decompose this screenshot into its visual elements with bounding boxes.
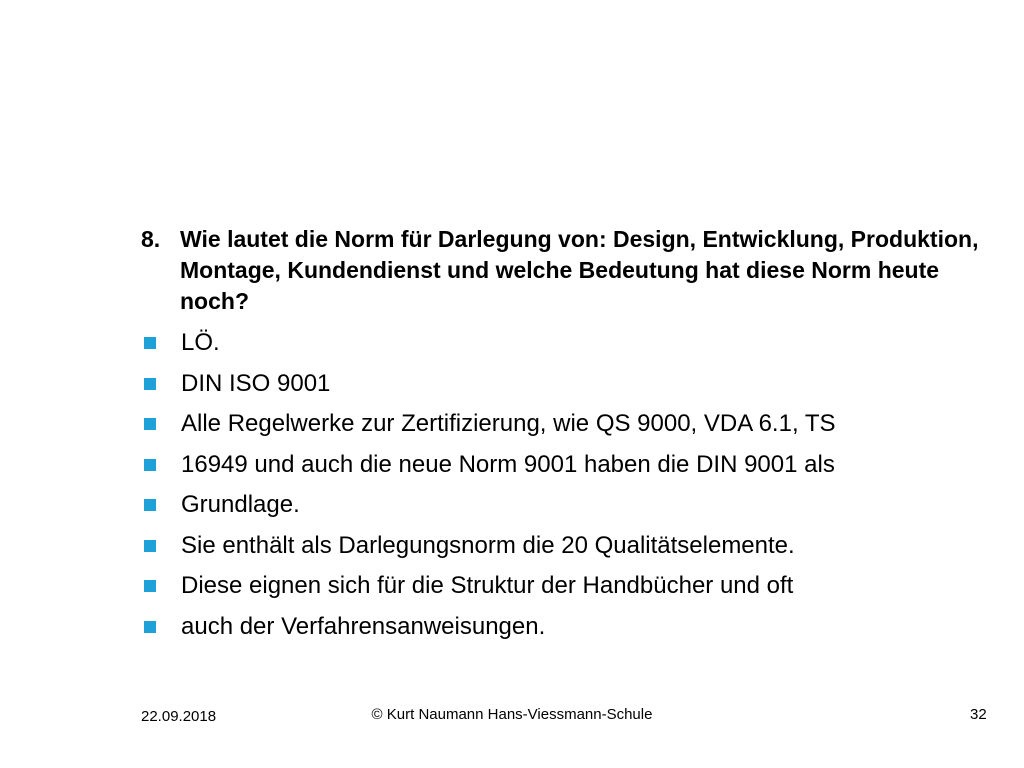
bullet-text: auch der Verfahrensanweisungen. [181, 612, 546, 640]
question-number: 8. [141, 226, 161, 252]
bullet-item [141, 485, 981, 526]
bullet-item [141, 566, 981, 607]
bullet-item [141, 445, 981, 486]
footer-copyright: © Kurt Naumann Hans-Viessmann-Schule [371, 706, 653, 723]
footer-page-number: 32 [970, 706, 987, 723]
bullet-text: LÖ. [181, 329, 220, 357]
square-bullet-icon [144, 580, 156, 592]
bullet-text: DIN ISO 9001 [181, 369, 331, 397]
bullet-text: Alle Regelwerke zur Zertifizierung, wie QS 9000, VDA 6.1, TS [181, 410, 836, 438]
question-heading [141, 224, 981, 317]
square-bullet-icon [144, 459, 156, 471]
question-text: Wie lautet die Norm für Darlegung von: Design, Entwicklung, Produktion, Montage, Kundendienst und welche Bedeutung hat diese Norm heute noch? [180, 226, 979, 314]
bullet-text: Diese eignen sich für die Struktur der Handbücher und oft [181, 572, 794, 600]
square-bullet-icon [144, 378, 156, 390]
slide-content [141, 224, 981, 647]
bullet-text: Sie enthält als Darlegungsnorm die 20 Qualitätselemente. [181, 531, 795, 559]
bullet-item [141, 526, 981, 567]
bullet-text: 16949 und auch die neue Norm 9001 haben die DIN 9001 als [181, 450, 835, 478]
square-bullet-icon [144, 337, 156, 349]
bullet-item [141, 364, 981, 405]
bullet-item [141, 607, 981, 648]
bullet-item [141, 404, 981, 445]
answer-bullet-list [141, 323, 981, 647]
square-bullet-icon [144, 540, 156, 552]
bullet-item [141, 323, 981, 364]
footer-date: 22.09.2018 [141, 708, 217, 725]
square-bullet-icon [144, 418, 156, 430]
bullet-text: Grundlage. [181, 491, 300, 519]
square-bullet-icon [144, 499, 156, 511]
square-bullet-icon [144, 621, 156, 633]
